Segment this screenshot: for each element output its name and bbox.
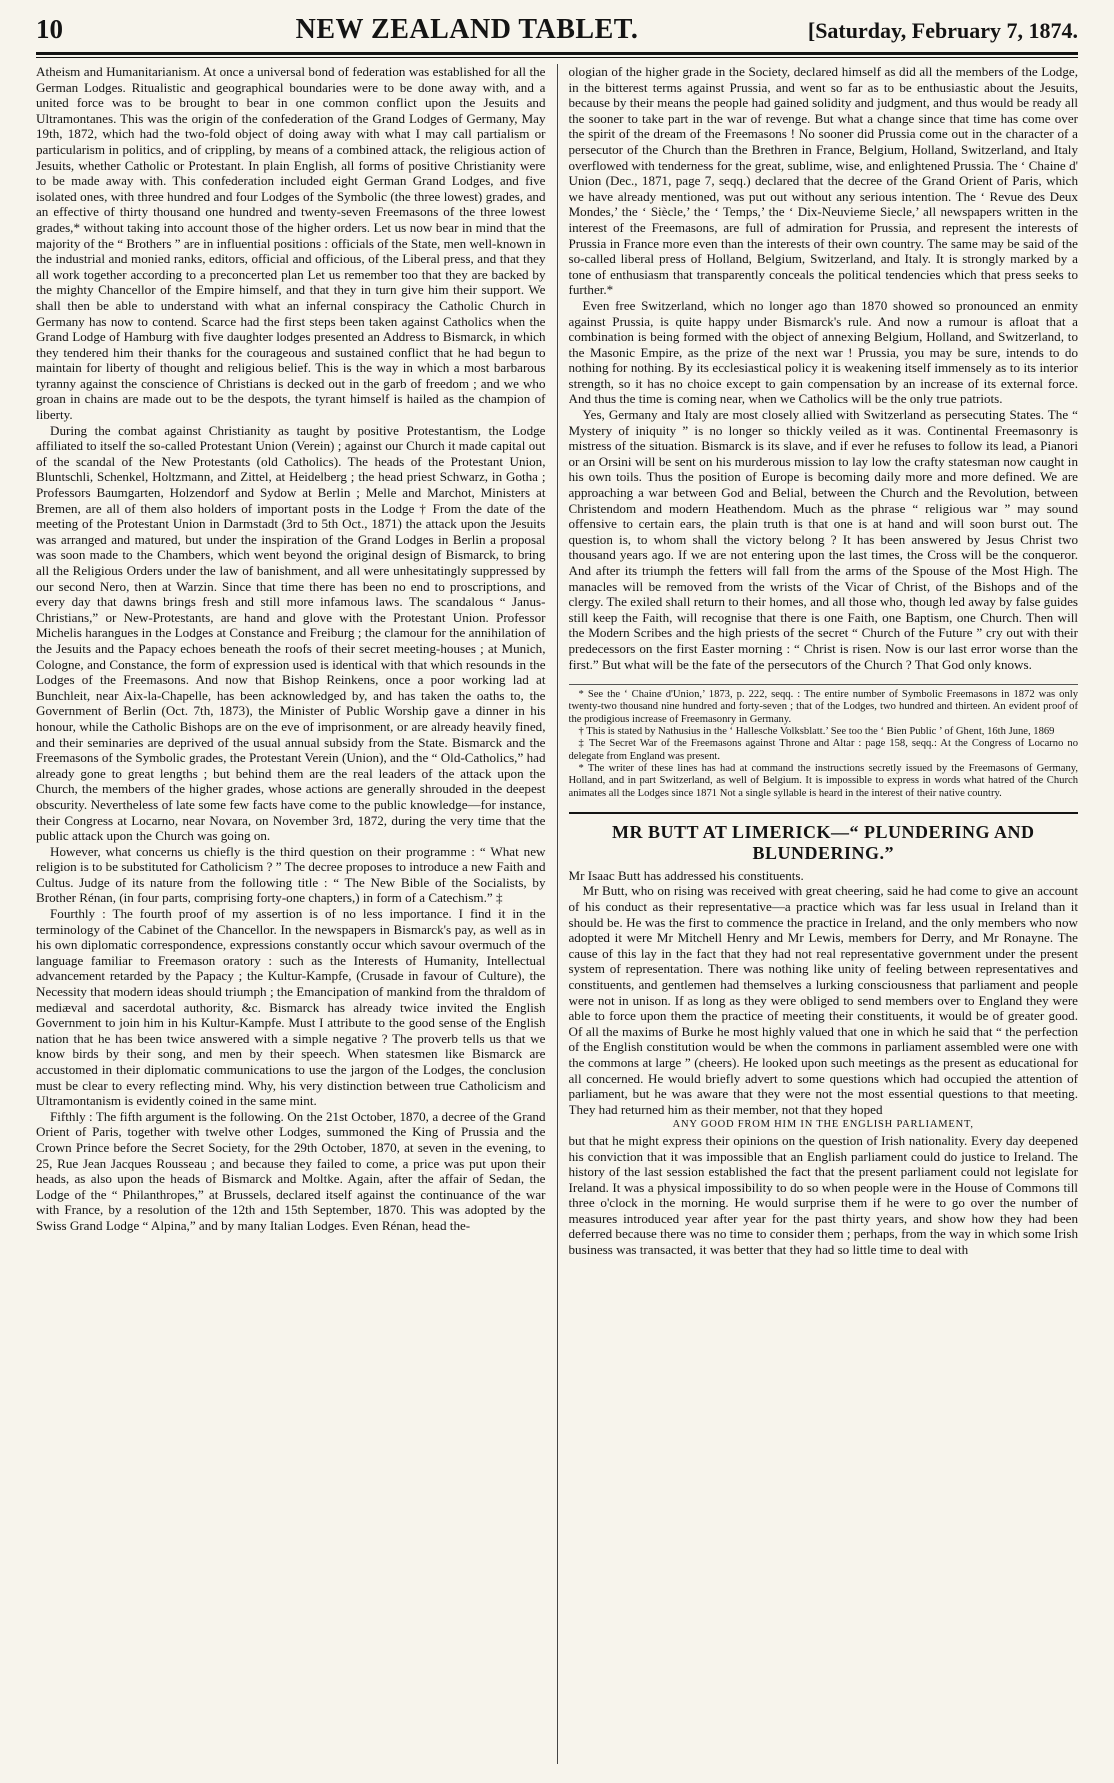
left-column: [36, 64, 546, 1764]
footnote-3: ‡ The Secret War of the Freemasons against Throne and Altar : page 158, seqq.: At the Congress of Locarno no delegate from England was present.: [568, 738, 1078, 762]
page-number: 10: [36, 14, 63, 44]
left-paragraph-5: Fifthly : The fifth argument is the following. On the 21st October, 1870, a decree of the Grand Orient of Paris, together with twelve other Lodges, summoned the King of Prussia and the Crown Prince before the Secret Society, for the 29th October, 1870, at seven in the evening, to 25, Rue Jean Jacques Rousseau ; and because they failed to come, a price was put upon their heads, as also upon the heads of Bismarck and Moltke. Again, after the affair of Sedan, the Lodge of the “ Philanthropes,” at Brussels, declared itself against the continuance of the war with France, by a resolution of the 12th and 15th September, 1870. This was adopted by the Swiss Grand Lodge “ Alpina,” and by many Italian Lodges. Even Rénan, head the-: [36, 1108, 546, 1233]
left-paragraph-3: However, what concerns us chiefly is the third question on their programme : “ What new religion is to be substituted for Catholicism ? ” The decree proposes to introduce a new Faith and Cultus. Judge of its nature from the following title : “ The New Bible of the Socialists, by Brother Rénan, (in four parts, comprising forty-one chapters,) in form of a Catechism.” ‡: [36, 843, 546, 906]
article-paragraph-2: Mr Butt, who on rising was received with great cheering, said he had come to give an account of his conduct as their representative—a practice which was far less usual in Ireland than it should be. He was the first to commence the practice in Ireland, and the only members who now adopted it were Mr Mitchell Henry and Mr Lewis, members for Derry, and Mr Ronayne. The cause of this lay in the fact that they had not real representative government under the present system of representation. There was nothing like unity of feeling between representatives and constituents, and gentlemen had themselves a lurking consciousness that parliament and people were not in unison. If as long as they were obliged to send members over to England they were able to force upon them the practice of meeting their constituents, it would be of greater good. Of all the maxims of Burke he most highly valued that one in which he said that “ the perfection of the English constitution would be when the commons in parliament assembled were one with the commons at large ” (cheers). He looked upon such meetings as the present as educational for all concerned. He would briefly advert to some questions which had occupied the attention of parliament, but he was aware that they were not the most essential questions to that meeting. They had returned him as their member, not that they hoped: [568, 883, 1078, 1117]
footnote-2: † This is stated by Nathusius in the ‘ Hallesche Volksblatt.’ See too the ‘ Bien Public ’ of Ghent, 16th June, 1869: [578, 726, 1055, 738]
article-subhead: ANY GOOD FROM HIM IN THE ENGLISH PARLIAMENT,: [672, 1119, 974, 1131]
masthead: [36, 14, 1078, 52]
left-paragraph-2: During the combat against Christianity as taught by positive Protestantism, the Lodge affiliated to itself the so-called Protestant Union (Verein) ; against our Church it made capital out of the scandal of the New Protestants (old Catholics). The heads of the Protestant Union, Bluntschli, Schenkel, Holtzmann, and Zittel, at Heidelberg ; the head priest Schwarz, in Gotha ; Professors Baumgarten, Holzendorf and Sydow at Berlin ; Melle and Marchot, Ministers at Bremen, are all of them also holders of important posts in the Lodge † From the date of the meeting of the Protestant Union in Darmstadt (3rd to 5th Oct., 1871) the attack upon the Jesuits was arranged and matured, but under the inspiration of the Grand Lodges in Berlin a proposal was soon made to the Chambers, which went beyond the original design of Bismarck, to bring all the Religious Orders under the law of banishment, and all were unhesitatingly suppressed by our second Nero, then at Warzin. Since that time there has been no end to proscriptions, and every day that dawns brings fresh and still more infamous laws. The scandalous “ Janus-Christians,” or New-Protestants, are hand and glove with the Protestant Union. Professor Michelis harangues in the Lodges at Constance and Freiburg ; the clamour for the annihilation of the Jesuits and the Papacy echoes beneath the roofs of their secret meeting-houses ; at Munich, Cologne, and Constance, the form of expression used is identical with that which resounds in the Lodges of the Freemasons. And now that Bishop Reinkens, once a poor working lad at Bunchleit, near Aix-la-Chapelle, has been acknowledged by, and has taken the oaths to, the Government of Berlin (Oct. 7th, 1873), the Minister of Public Worship gave a dinner in his honour, while the Catholic Bishops are on the eve of imprisonment, or are already heavily fined, and their seminaries are deprived of the usual annual subsidy from the State. Bismarck and the Freemasons of the Symbolic grades, the Protestant Verein (Union), and the “ Old-Catholics,” had already gone to great lengths ; but behind them are the real leaders of the attack upon the Church, the members of the higher grades, whose actions are generally shrouded in the deepest obscurity. Nevertheless of late some few facts have come to the public knowledge—for instance, their Congress at Locarno, near Novara, on November 3rd, 1872, during the very time that the public attack upon the Church was going on.: [36, 422, 546, 844]
article-heading: MR BUTT AT LIMERICK—“ PLUNDERING AND BLUNDERING.”: [611, 821, 1035, 863]
footnote-4: * The writer of these lines has had at command the instructions secretly issued by the Freemasons of Germany, Holland, and in part Switzerland, as well of Belgium. It is impossible to express in words what hatred of the Church animates all the Lodges since 1871 Not a single syllable is heard in the interest of their native country.: [568, 762, 1078, 799]
right-column: [569, 64, 1079, 1764]
section-rule: [569, 812, 1079, 814]
right-paragraph-3: Yes, Germany and Italy are most closely allied with Switzerland as persecuting States. The “ Mystery of iniquity ” is no longer so thickly veiled as it was. Continental Freemasonry is mistress of the situation. Bismarck is its slave, and if ever he refuses to follow its lead, a Pianori or an Orsini will be sent on his murderous mission to lay low the crafty statesman now caught in his own toils. Thus the position of Europe is becoming daily more and more defined. We are approaching a war between God and Belial, between the Church and the Revolution, between Christendom and modern Heathendom. Much as the phrase “ religious war ” may sound offensive to certain ears, the plain truth is that one is at hand and will soon burst out. The question is, to whom shall the victory belong ? It has been answered by Jesus Christ two thousand years ago. If we are not entering upon the last times, the Cross will be the conqueror. And after its triumph the fetters will fall from the arms of the Spouse of the Most High. The manacles will be removed from the wrists of the Vicar of Christ, of the Bishops and of the clergy. The exiled shall return to their homes, and all those who, though led away by false guides still keep the Faith, will recognise that there is one Faith, one Baptism, one Church. Then will the Modern Scribes and the high priests of the secret “ Church of the Future ” cry out with their predecessors on the first Easter morning : “ Christ is risen. Now is our last error worse than the first.” But what will be the fate of the persecutors of the Church ? That God only knows.: [568, 407, 1078, 672]
columns: [36, 64, 1078, 1764]
left-paragraph-4: Fourthly : The fourth proof of my assertion is of no less importance. I find it in the terminology of the Cabinet of the Chancellor. In the newspapers in Bismarck's pay, as well as in his own diplomatic correspondence, expressions constantly occur which savour overmuch of the language familiar to Freemason oratory : such as the Interests of Humanity, Intellectual advancement retarded by the Papacy ; the Kultur-Kampfe, (Crusade in favour of Culture), the Necessity that modern ideas should triumph ; the Emancipation of mankind from the thraldom of mediæval and sacerdotal authority, &c. Bismarck has already twice invited the English Government to join him in his Kultur-Kampfe. Must I attribute to the good sense of the English nation that he has been twice answered with a simple negative ? The proverb tells us that we know birds by their song, and men by their speech. When statesmen like Bismarck are accustomed in their diplomatic communications to use the jargon of the Lodges, the conclusion must be clear to every reflecting mind. Why, his very distinction between true Catholicism and Ultramontanism is evidently coined in the same mint.: [36, 906, 546, 1109]
footnote-1: * See the ‘ Chaine d'Union,’ 1873, p. 222, seqq. : The entire number of Symbolic Freemasons in 1872 was only twenty-two thousand nine hundred and forty-seven ; that of the Lodges, two hundred and thirteen. An evident proof of the prodigious increase of Freemasonry in Germany.: [568, 689, 1078, 725]
right-paragraph-2: Even free Switzerland, which no longer ago than 1870 showed so pronounced an enmity against Prussia, is quite happy under Bismarck's rule. And now a rumour is afloat that a combination is being formed with the object of annexing Belgium, Holland, and Switzerland, to the Masonic Empire, as the prize of the next war ! Prussia, you may be sure, intends to do nothing for nothing. By its ecclesiastical policy it is weakening itself immensely as to its interior strength, so it has no choice except to gain compensation by an increase of its external force. And thus the time is coming near, when we Catholics will be the only true patriots.: [568, 297, 1078, 407]
left-paragraph-1: Atheism and Humanitarianism. At once a universal bond of federation was established for all the German Lodges. Ritualistic and geographical boundaries were to be done away with, and a united force was to be brought to bear in one common conflict upon the Jesuits and Ultramontanes. This was the origin of the confederation of the Grand Lodges of Germany, May 19th, 1872, which had the two-fold object of doing away with what I may call partialism or particularism in politics, and of crippling, by means of a combined attack, the religious action of Jesuits, whether Catholic or Protestant. In plain English, all forms of positive Christianity were to be made away with. This confederation included eight German Grand Lodges, and five isolated ones, with three hundred and four Lodges of the Symbolic (the three lowest) grades, and an effective of thirty thousand one hundred and twenty-seven Freemasons of the three lowest grades,* without taking into account those of the higher orders. Let us now bear in mind that the majority of the “ Brothers ” are in influential positions : officials of the State, men well-known in the industrial and monied ranks, editors, official and officious, of the Liberal press, and that they all work together according to a preconcerted plan Let us remember too that they are backed by the mighty Chancellor of the Empire himself, and that they in turn give him their support. We shall then be able to understand with what an infernal conspiracy the Catholic Church in Germany has now to contend. Scarce had the first steps been taken against Catholics when the Grand Lodge of Hamburg with five daughter lodges presented an Address to Bismarck, in which they tendered him their thanks for the courageous and sustained conflict that he had begun to maintain for liberty of thought and religious belief. This is the way in which a most barbarous tyranny against the conscience of Christians is decked out in the garb of freedom ; and we who groan in chains are made out to be the despots, the tyrant himself is hailed as the champion of liberty.: [36, 64, 546, 423]
paper-title: NEW ZEALAND TABLET.: [295, 14, 639, 45]
article-continuation: but that he might express their opinions on the question of Irish nationality. Every day deepened his conviction that it was impossible that an English parliament could do justice to Ireland. The history of the last session established the fact that the present parliament could not legislate for Ireland. It was a physical impossibility to do so when people were in the House of Commons till three o'clock in the morning. He would surprise them if he were to go over the number of measures introduced year after year for the past thirty years, and show how they had been deferred because there was no time to consider them ; perhaps, from the way in which some Irish business was transacted, it was better that they had so little time to deal with: [568, 1132, 1078, 1258]
right-paragraph-1: ologian of the higher grade in the Society, declared himself as did all the members of the Lodge, in the bitterest terms against Prussia, and went so far as to be enthusiastic about the Jesuits, because by their means the people had gained solidity and judgment, and thus would be ready all the sooner to take part in the war of revenge. But what a change since that time has come over the spirit of the dream of the Freemasons ! No sooner did Prussia come out in the character of a persecutor of the Church than the Brethren in France, Belgium, Holland, Switzerland, and Italy overflowed with tenderness for the great, sublime, wise, and enlightened Prussia. The ‘ Chaine d' Union (Dec., 1871, page 7, seqq.) declared that the decree of the Grand Orient of Paris, which we have already mentioned, was put out without any serious intention. The ‘ Revue des Deux Mondes,’ the ‘ Siècle,’ the ‘ Temps,’ the ‘ Dix-Neuvieme Siecle,’ all newspapers written in the interest of the Freemasons, are full of admiration for Prussia, and represent the interests of Prussia in France more even than the interests of their own country. The same may be said of the so-called liberal press of Holland, Belgium, Switzerland, and Italy. It is strongly marked by a tone of enthusiasm that transparently conceals the political tendencies which that press seeks to further.*: [568, 64, 1078, 298]
footnotes: [569, 684, 1079, 800]
issue-date: [Saturday, February 7, 1874.: [807, 18, 1078, 43]
column-divider: [557, 64, 558, 1764]
article-paragraph-1: Mr Isaac Butt has addressed his constituents.: [568, 867, 804, 883]
masthead-rule: [36, 52, 1078, 58]
